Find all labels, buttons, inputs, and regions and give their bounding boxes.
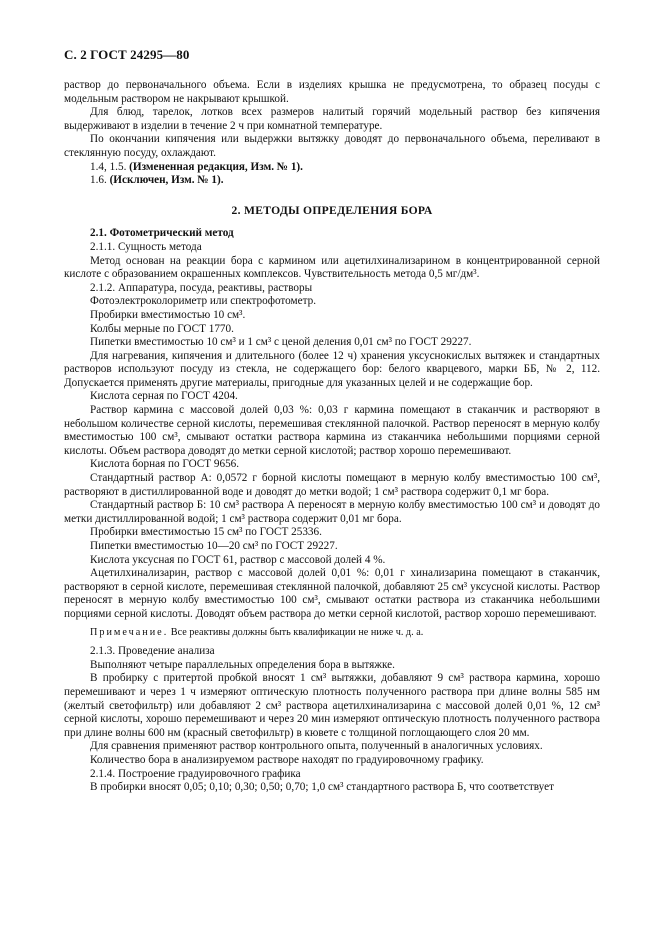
paragraph: Для блюд, тарелок, лотков всех размеров налитый горячий модельный раствор без кипячения выдерживают в изделии в течение 2 ч при комнатной температуре. (64, 106, 600, 132)
note (64, 626, 600, 640)
list-item: Кислота уксусная по ГОСТ 61, раствор с массовой долей 4 %. (90, 553, 386, 566)
paragraph: Раствор кармина с массовой долей 0,03 %: 0,03 г кармина помещают в стаканчик и растворяют в небольшом количестве серной кислоты, перемешивая стеклянной палочкой. Раствор переносят в мерную колбу вместимостью 100 см³, смывают остатки раствора кармина из стаканчика небольшими порциями серной кислоты. Объем раствора доводят до метки серной кислотой; раствор хорошо перемешивают. (64, 404, 600, 457)
clause-heading: 2.1.3. Проведение анализа (90, 645, 215, 658)
paragraph: Ацетилхинализарин, раствор с массовой долей 0,01 %: 0,01 г хинализарина помещают в стаканчик, растворяют в серной кислоте, перемешивая стеклянной палочкой, добавляют 25 см³ уксусной кислоты. Раствор переносят в мерную колбу вместимостью 100 см³, смывают остатки раствора из стаканчика небольшими порциями серной кислоты. Доводят объем раствора до метки серной кислотой, раствор хорошо перемешивают. (64, 567, 600, 620)
amendment-line (64, 174, 600, 188)
list-item: Кислота серная по ГОСТ 4204. (90, 390, 238, 403)
amendment-note: (Исключен, Изм. № 1). (109, 174, 224, 187)
clause-number: 1.6. (90, 174, 107, 187)
list-item: Пипетки вместимостью 10 см³ и 1 см³ с ценой деления 0,01 см³ по ГОСТ 29227. (90, 336, 472, 349)
paragraph: раствор до первоначального объема. Если в изделиях крышка не предусмотрена, то образец посуды с модельным раствором не накрывают крышкой. (64, 79, 600, 105)
list-item: Кислота борная по ГОСТ 9656. (90, 458, 240, 471)
clause-number: 1.4, 1.5. (90, 160, 127, 173)
paragraph: Для сравнения применяют раствор контрольного опыта, полученный в аналогичных условиях. (90, 740, 543, 753)
page-header: С. 2 ГОСТ 24295—80 (64, 47, 190, 62)
paragraph: Метод основан на реакции бора с кармином или ацетилхинализарином в концентрированной серной кислоте с образованием окрашенных комплексов. Чувствительность метода 0,5 мг/дм³. (64, 254, 600, 281)
note-text: Все реактивы должны быть квалификации не ниже ч. д. а. (170, 626, 424, 638)
note-label: Примечание. (90, 626, 169, 638)
paragraph: Количество бора в анализируемом растворе находят по градуировочному графику. (90, 753, 484, 766)
document-body (64, 79, 600, 795)
subsection-title: 2.1. Фотометрический метод (90, 227, 234, 240)
paragraph: Стандартный раствор А: 0,0572 г борной кислоты помещают в мерную колбу вместимостью 100 см³, растворяют в дистиллированной воде и доводят до метки водой; 1 см³ раствора содержит 0,1 мг бора. (64, 472, 600, 498)
clause-heading: 2.1.1. Сущность метода (90, 240, 202, 253)
paragraph: Для нагревания, кипячения и длительного (более 12 ч) хранения уксуснокислых вытяжек и стандартных растворов используют посуду из стекла, не содержащего бор: белого кварцевого, марки ББ, № 2, 112. Допускается применять другие материалы, пригодные для указанных целей и не содержащие бор. (64, 349, 600, 389)
list-item: Пробирки вместимостью 10 см³. (90, 308, 246, 321)
paragraph: В пробирку с притертой пробкой вносят 1 см³ вытяжки, добавляют 9 см³ раствора кармина, хорошо перемешивают и через 1 ч измеряют оптическую плотность полученного раствора при длине волны 585 нм (желтый светофильтр) или добавляют 2 см³ раствора ацетилхинализарина с массовой долей 0,01 %, 12 см³ серной кислоты, хорошо перемешивают и через 20 мин измеряют оптическую плотность полученного раствора при длине волны 600 нм (красный светофильтр) в кювете с толщиной поглощающего слоя 20 мм. (64, 672, 600, 739)
amendment-note: (Измененная редакция, Изм. № 1). (129, 160, 303, 173)
paragraph: Выполняют четыре параллельных определения бора в вытяжке. (90, 658, 395, 671)
list-item: Фотоэлектроколориметр или спектрофотометр. (90, 295, 316, 308)
paragraph: Стандартный раствор Б: 10 см³ раствора А переносят в мерную колбу вместимостью 100 см³ и доводят до метки дистиллированной водой; 1 см³ раствора содержит 0,01 мг бора. (64, 499, 600, 525)
amendment-line (64, 161, 600, 175)
list-item: Пипетки вместимостью 10—20 см³ по ГОСТ 29227. (90, 540, 338, 552)
clause-heading: 2.1.2. Аппаратура, посуда, реактивы, растворы (90, 281, 313, 294)
list-item: Колбы мерные по ГОСТ 1770. (90, 322, 234, 335)
list-item: Пробирки вместимостью 15 см³ по ГОСТ 25336. (90, 526, 322, 539)
section-title: 2. МЕТОДЫ ОПРЕДЕЛЕНИЯ БОРА (231, 203, 433, 217)
paragraph: В пробирки вносят 0,05; 0,10; 0,30; 0,50; 0,70; 1,0 см³ стандартного раствора Б, что соответствует (90, 781, 554, 794)
clause-heading: 2.1.4. Построение градуировочного графика (90, 767, 301, 780)
paragraph: По окончании кипячения или выдержки вытяжку доводят до первоначального объема, переливают в стеклянную посуду, охлаждают. (64, 133, 600, 159)
